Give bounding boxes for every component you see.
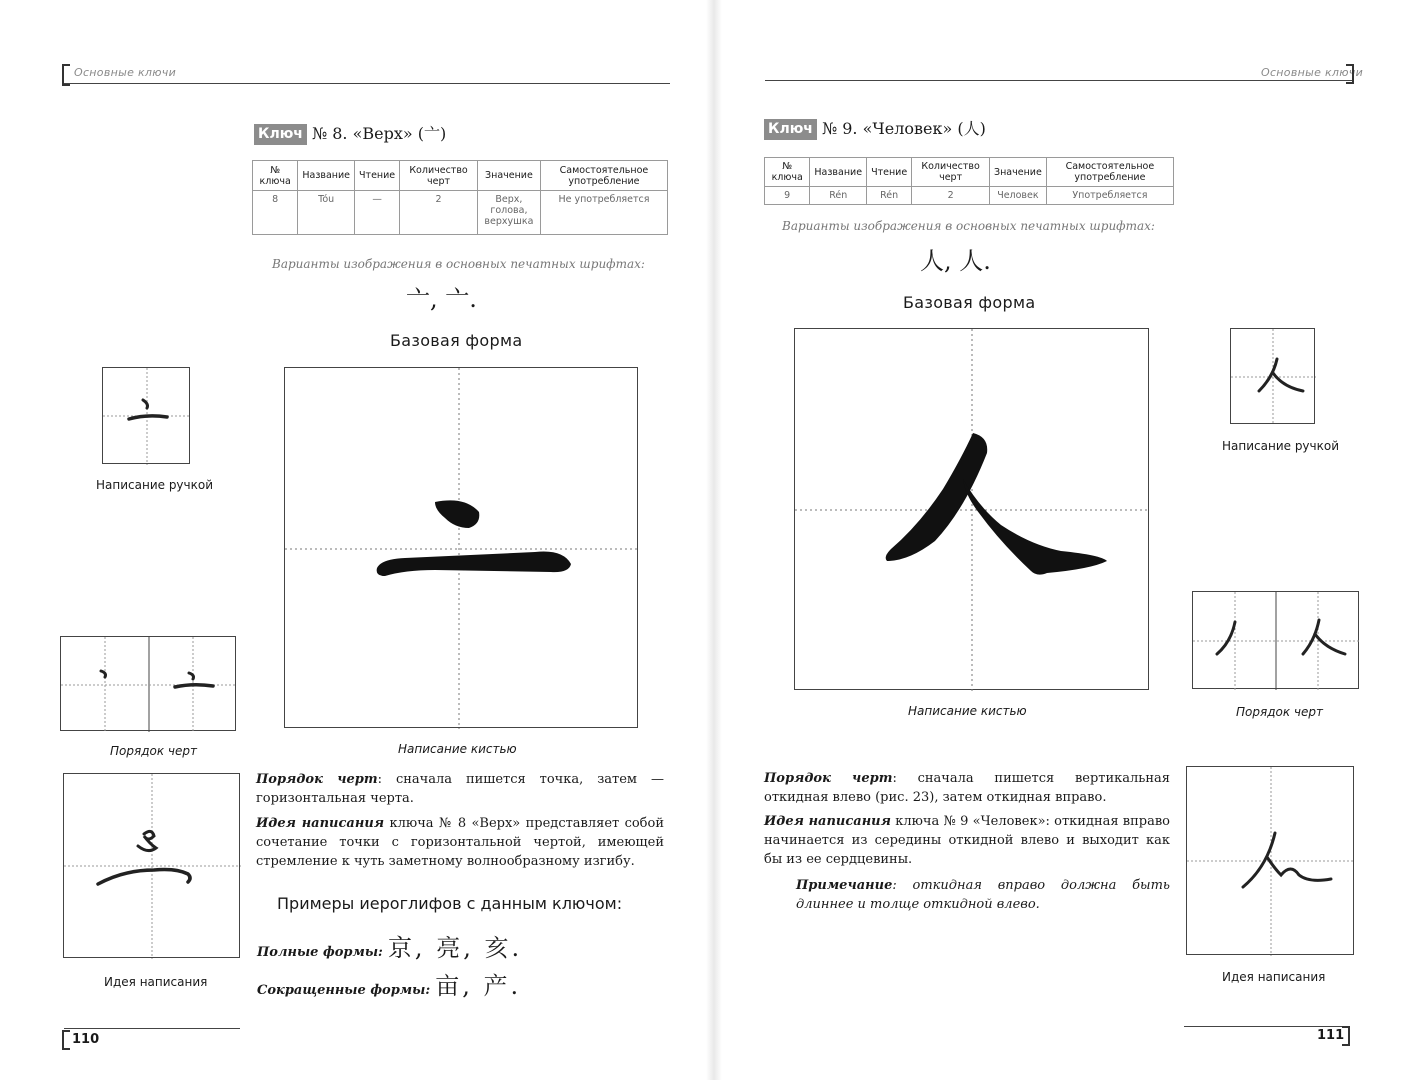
- brush-writing-grid: [794, 328, 1149, 690]
- base-form-title: Базовая форма: [390, 331, 523, 350]
- key-title: № 9. «Человек» (人): [822, 119, 986, 138]
- stroke-order-paragraph: [764, 769, 1170, 807]
- caption-order: Порядок черт: [110, 744, 197, 758]
- table-header: Количество черт: [912, 158, 990, 187]
- short-forms-chars: 亩, 产.: [435, 972, 522, 1000]
- variants-label: Варианты изображения в основных печатных шрифтах:: [272, 257, 645, 271]
- book-gutter: [706, 0, 722, 1080]
- header-rule-left: [64, 83, 670, 84]
- caption-order: Порядок черт: [1236, 705, 1323, 719]
- table-header: Значение: [477, 161, 540, 191]
- idea-label: Идея написания: [256, 816, 385, 831]
- page-number-left: 110: [72, 1032, 100, 1047]
- examples-title: Примеры иероглифов с данным ключом:: [277, 894, 623, 913]
- note-text: : откидная вправо должна быть длиннее и толще откидной влево.: [796, 878, 1170, 912]
- idea-grid: [1186, 766, 1354, 955]
- brush-writing-grid: [284, 367, 638, 728]
- pen-writing-grid: [1230, 328, 1315, 424]
- order-label: Порядок черт: [764, 771, 893, 786]
- key-info-table-left: [252, 160, 668, 235]
- variants-label: Варианты изображения в основных печатных шрифтах:: [782, 219, 1155, 233]
- key-badge: Ключ: [254, 124, 307, 145]
- footer-bracket-left: [62, 1030, 70, 1050]
- caption-pen: Написание ручкой: [96, 478, 214, 492]
- table-header: № ключа: [253, 161, 298, 191]
- full-forms-label: Полные формы:: [257, 945, 383, 960]
- footer-bracket-right: [1342, 1026, 1350, 1046]
- key-title: № 8. «Верх» (亠): [312, 124, 447, 143]
- table-cell: 8: [253, 191, 298, 235]
- full-forms-chars: 京, 亮, 亥.: [387, 934, 523, 962]
- caption-idea: Идея написания: [104, 975, 208, 989]
- header-rule-right: [765, 80, 1353, 81]
- order-text: : сначала пишется точка, затем — горизонтальная черта.: [256, 772, 664, 806]
- table-header: Значение: [990, 158, 1047, 187]
- variants-chars: 人, 人.: [920, 247, 991, 275]
- key-heading-left: [254, 121, 446, 145]
- table-cell: Верх, голова, верхушка: [477, 191, 540, 235]
- table-cell: 2: [400, 191, 478, 235]
- full-forms-row: [257, 928, 522, 963]
- stroke-order-paragraph: [256, 770, 664, 808]
- table-header: № ключа: [765, 158, 810, 187]
- footer-rule-right: [1184, 1026, 1350, 1027]
- table-cell: Rén: [867, 187, 912, 205]
- running-head-left: Основные ключи: [74, 66, 177, 79]
- running-head-bracket-right: [1346, 64, 1354, 84]
- stroke-order-grid: [1192, 591, 1359, 689]
- idea-label: Идея написания: [764, 814, 891, 829]
- table-cell: Не употребляется: [540, 191, 667, 235]
- caption-brush: Написание кистью: [398, 742, 517, 756]
- table-cell: Употребляется: [1046, 187, 1173, 205]
- short-forms-row: [257, 966, 521, 1001]
- key-heading-right: [764, 116, 986, 140]
- key-badge: Ключ: [764, 119, 817, 140]
- idea-text: ключа № 9 «Человек»: откидная вправо начинается из середины откидной влево и выходит как бы из ее сердцевины.: [764, 814, 1171, 867]
- table-header: Самостоятельное употребление: [1046, 158, 1173, 187]
- idea-paragraph: [256, 814, 664, 871]
- table-header: Название: [298, 161, 355, 191]
- table-cell: —: [355, 191, 400, 235]
- table-header: Название: [810, 158, 867, 187]
- base-form-title: Базовая форма: [903, 293, 1036, 312]
- note-label: Примечание: [796, 878, 893, 893]
- table-cell: Tóu: [298, 191, 355, 235]
- variants-chars: 亠, 亠.: [406, 285, 477, 313]
- table-header: Чтение: [355, 161, 400, 191]
- table-cell: Человек: [990, 187, 1047, 205]
- pen-writing-grid: [102, 367, 190, 464]
- table-header: Самостоятельное употребление: [540, 161, 667, 191]
- table-cell: 2: [912, 187, 990, 205]
- idea-grid: [63, 773, 240, 958]
- stroke-order-grid: [60, 636, 236, 731]
- order-text: : сначала пишется вертикальная откидная влево (рис. 23), затем откидная вправо.: [764, 771, 1170, 805]
- idea-paragraph: [764, 812, 1170, 869]
- table-cell: 9: [765, 187, 810, 205]
- caption-pen: Написание ручкой: [1222, 439, 1340, 453]
- order-label: Порядок черт: [256, 772, 378, 787]
- idea-text: ключа № 8 «Верх» представляет собой сочетание точки с горизонтальной чертой, имеющей стремление к чуть заметному волнообразному изгибу.: [256, 816, 664, 869]
- key-info-table-right: [764, 157, 1174, 205]
- note-paragraph: [796, 876, 1170, 914]
- table-header: Количество черт: [400, 161, 478, 191]
- table-header: Чтение: [867, 158, 912, 187]
- footer-rule-left: [64, 1028, 240, 1029]
- short-forms-label: Сокращенные формы:: [257, 983, 431, 998]
- running-head-right: Основные ключи: [1261, 66, 1364, 79]
- caption-brush: Написание кистью: [908, 704, 1027, 718]
- table-cell: Rén: [810, 187, 867, 205]
- page-number-right: 111: [1317, 1028, 1345, 1043]
- caption-idea: Идея написания: [1222, 970, 1326, 984]
